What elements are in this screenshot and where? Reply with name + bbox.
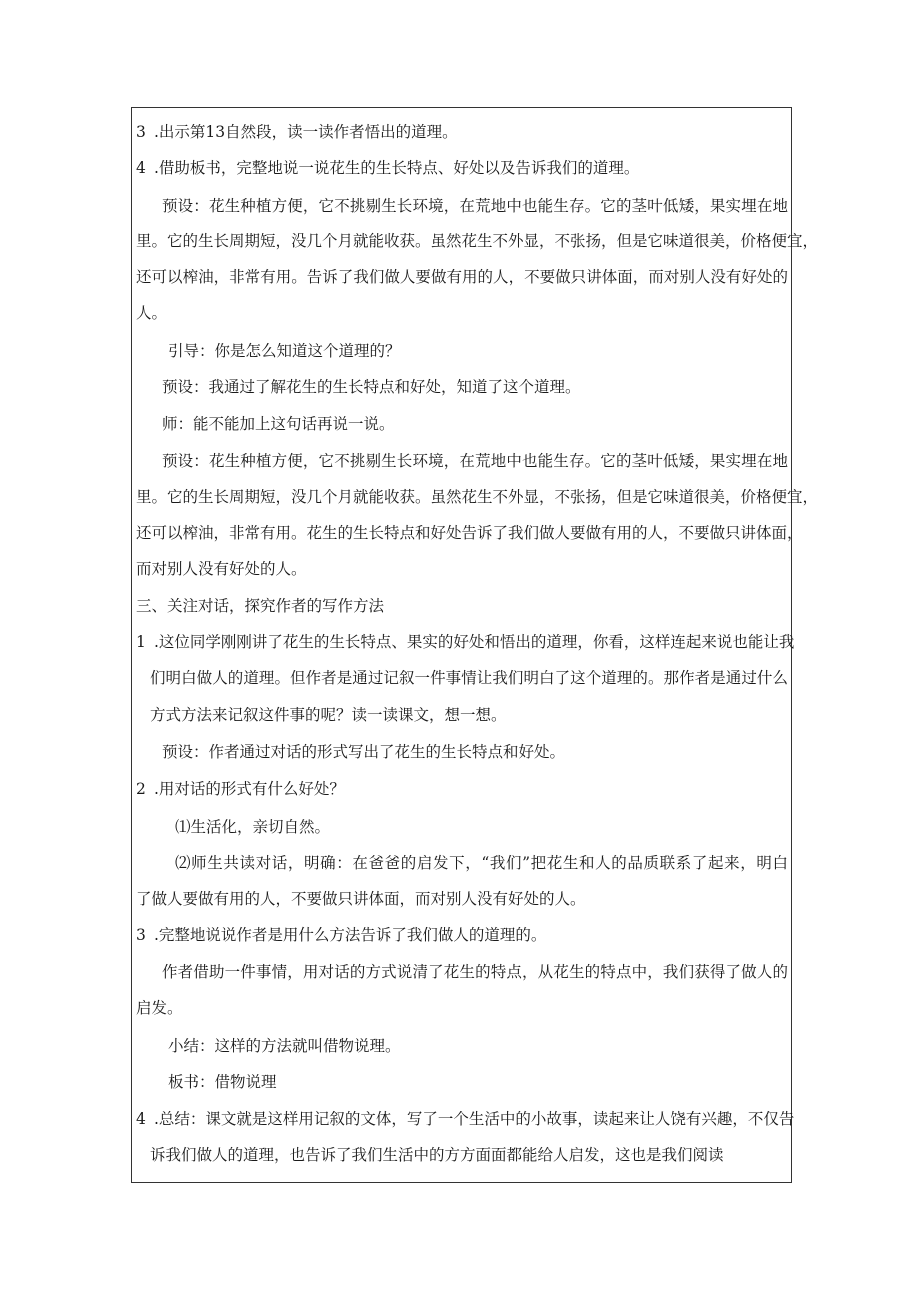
- paragraph-line: 了做人要做有用的人，不要做只讲体面，而对别人没有好处的人。: [136, 890, 586, 908]
- paragraph-line: .完整地说说作者是用什么方法告诉了我们做人的道理的。: [154, 926, 547, 944]
- paragraph-line: 引导：你是怎么知道这个道理的？: [168, 342, 401, 360]
- paragraph-line: 预设：我通过了解花生的生长特点和好处，知道了这个道理。: [162, 378, 581, 396]
- paragraph-line: 师：能不能加上这句话再说一说。: [162, 415, 395, 433]
- paragraph-line: ⑵师生共读对话，明确：在爸爸的启发下，“我们”把花生和人的品质联系了起来，明白: [175, 854, 788, 872]
- paragraph-line: .这位同学刚刚讲了花生的生长特点、果实的好处和悟出的道理，你看，这样连起来说也能让我: [154, 633, 795, 651]
- list-number: 3: [136, 926, 146, 944]
- paragraph-line: ⑴生活化，亲切自然。: [175, 818, 331, 836]
- list-number: 3: [136, 123, 146, 141]
- paragraph-line: 诉我们做人的道理，也告诉了我们生活中的方方面面都能给人启发，这也是我们阅读: [150, 1146, 724, 1164]
- paragraph-line: .借助板书，完整地说一说花生的生长特点、好处以及告诉我们的道理。: [154, 159, 640, 177]
- paragraph-line: 里。它的生长周期短，没几个月就能收获。虽然花生不外显，不张扬，但是它味道很美，价格便宜，: [136, 488, 819, 506]
- paragraph-line: .总结：课文就是这样用记叙的文体，写了一个生活中的小故事，读起来让人饶有兴趣，不仅告: [154, 1110, 795, 1128]
- list-number: 2: [136, 780, 146, 798]
- section-heading: 三、关注对话，探究作者的写作方法: [136, 597, 385, 615]
- paragraph-line: 预设：作者通过对话的形式写出了花生的生长特点和好处。: [162, 743, 566, 761]
- paragraph-line: 小结：这样的方法就叫借物说理。: [168, 1037, 401, 1055]
- paragraph-line: .出示第13自然段，读一读作者悟出的道理。: [154, 123, 458, 141]
- paragraph-line: 作者借助一件事情，用对话的方式说清了花生的特点，从花生的特点中，我们获得了做人的: [162, 963, 788, 981]
- list-number: 4: [136, 1110, 146, 1128]
- paragraph-line: 还可以榨油，非常有用。告诉了我们做人要做有用的人，不要做只讲体面，而对别人没有好处的: [136, 268, 788, 286]
- paragraph-line: 预设：花生种植方便，它不挑剔生长环境，在荒地中也能生存。它的茎叶低矮，果实埋在地: [162, 452, 788, 470]
- paragraph-line: 还可以榨油，非常有用。花生的生长特点和好处告诉了我们做人要做有用的人，不要做只讲体面，: [136, 524, 803, 542]
- paragraph-line: 板书：借物说理: [168, 1073, 277, 1091]
- list-number: 4: [136, 159, 146, 177]
- paragraph-line: 们明白做人的道理。但作者是通过记叙一件事情让我们明白了这个道理的。那作者是通过什么: [150, 669, 788, 687]
- paragraph-line: 而对别人没有好处的人。: [136, 560, 307, 578]
- paragraph-line: 里。它的生长周期短，没几个月就能收获。虽然花生不外显，不张扬，但是它味道很美，价格便宜，: [136, 232, 819, 250]
- list-number: 1: [136, 633, 146, 651]
- paragraph-line: 启发。: [136, 999, 183, 1017]
- paragraph-line: .用对话的形式有什么好处？: [154, 780, 345, 798]
- paragraph-line: 人。: [136, 304, 168, 322]
- paragraph-line: 预设：花生种植方便，它不挑剔生长环境，在荒地中也能生存。它的茎叶低矮，果实埋在地: [162, 197, 788, 215]
- paragraph-line: 方式方法来记叙这件事的呢？读一读课文，想一想。: [150, 706, 507, 724]
